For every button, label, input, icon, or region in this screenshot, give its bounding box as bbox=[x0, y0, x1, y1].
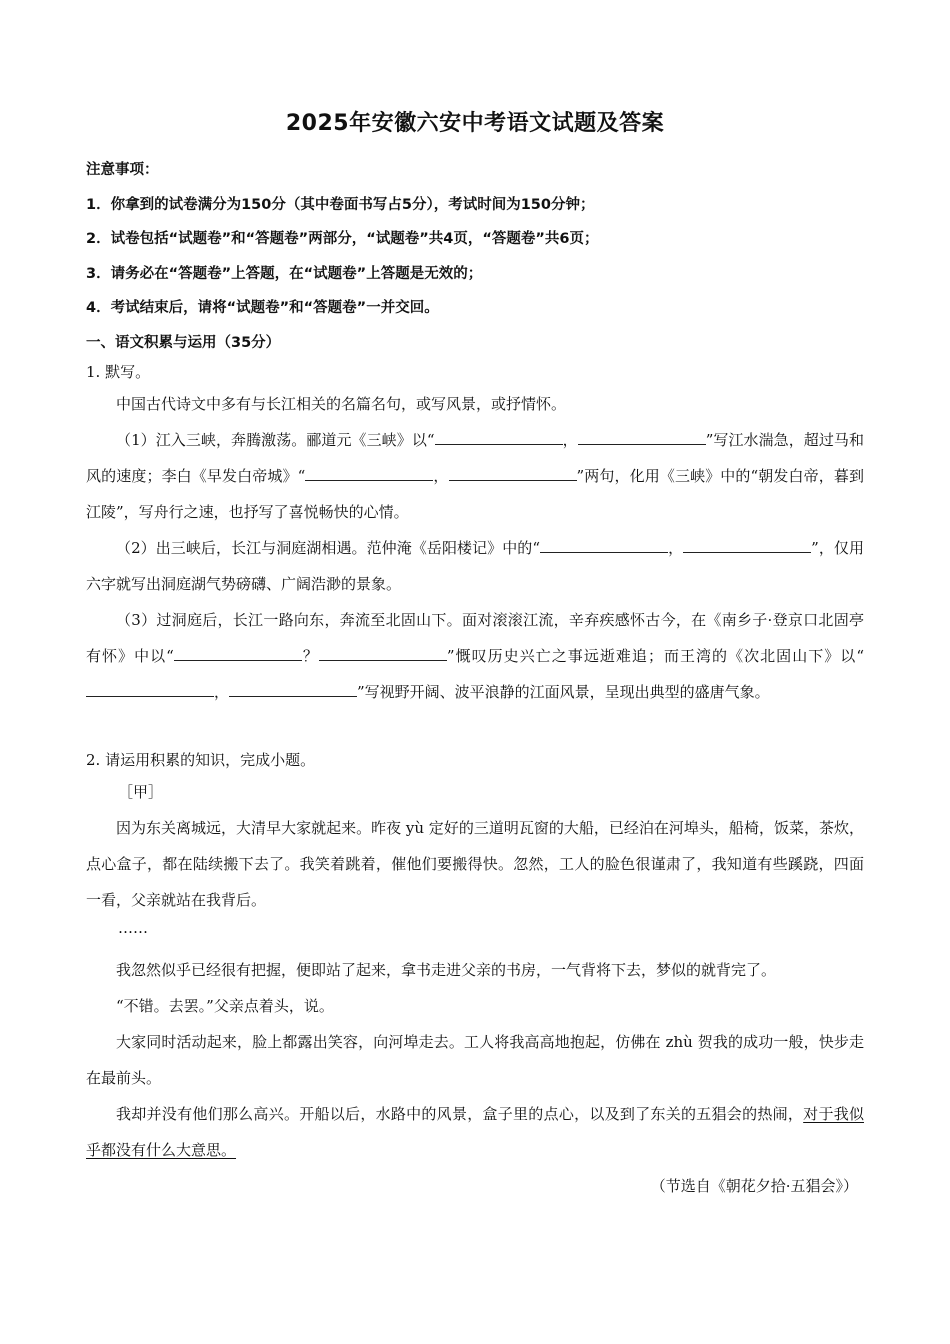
notice-item: 2．试卷包括“试题卷”和“答题卷”两部分，“试题卷”共4页，“答题卷”共6页； bbox=[86, 231, 599, 247]
notice-item: 3．请务必在“答题卷”上答题，在“试题卷”上答题是无效的； bbox=[86, 265, 483, 282]
answer-blank[interactable] bbox=[229, 682, 357, 697]
answer-blank[interactable] bbox=[540, 538, 668, 553]
answer-blank[interactable] bbox=[86, 682, 214, 697]
notice-heading: 注意事项： bbox=[86, 162, 159, 178]
question-1-part-1: （1）江入三峡，奔腾激荡。郦道元《三峡》以“ ， ”写江水湍急，超过马和风的速度；李白《早发白帝城》“ ， ”两句，化用《三峡》中的“朝发白帝，暮到江陵”，写舟行之速，也抒写了喜悦畅快的心情。 bbox=[86, 431, 864, 521]
notice-item: 4．考试结束后，请将“试题卷”和“答题卷”一并交回。 bbox=[86, 300, 439, 316]
question-intro: 中国古代诗文中多有与长江相关的名篇名句，或写风景，或抒情怀。 bbox=[116, 395, 567, 413]
question-label: 1. 默写。 bbox=[86, 363, 151, 381]
passage-paragraph: 我忽然似乎已经很有把握，便即站了起来，拿书走进父亲的书房，一气背将下去，梦似的就背完了。 bbox=[116, 961, 777, 979]
answer-blank[interactable] bbox=[683, 538, 811, 553]
page-title: 2025年安徽六安中考语文试题及答案 bbox=[285, 111, 665, 136]
passage-source: （节选自《朝花夕拾·五猖会》） bbox=[650, 1177, 858, 1195]
question-1-part-2: （2）出三峡后，长江与洞庭湖相遇。范仲淹《岳阳楼记》中的“ ， ”，仅用六字就写出洞庭湖气势磅礴、广阔浩渺的景象。 bbox=[86, 539, 864, 593]
passage-paragraph: 我却并没有他们那么高兴。开船以后，水路中的风景，盒子里的点心，以及到了东关的五猖会的热闹，对于我似乎都没有什么大意思。 bbox=[86, 1105, 864, 1159]
answer-blank[interactable] bbox=[319, 646, 447, 661]
answer-blank[interactable] bbox=[174, 646, 302, 661]
notice-section bbox=[86, 160, 864, 367]
question-1 bbox=[86, 362, 864, 710]
question-2 bbox=[86, 750, 864, 1204]
answer-blank[interactable] bbox=[578, 430, 706, 445]
passage-paragraph: 大家同时活动起来，脸上都露出笑容，向河埠走去。工人将我高高地抱起，仿佛在 zhù 贺我的成功一般，快步走在最前头。 bbox=[86, 1033, 864, 1087]
answer-blank[interactable] bbox=[435, 430, 563, 445]
answer-blank[interactable] bbox=[449, 466, 577, 481]
passage-paragraph: “不错。去罢。”父亲点着头，说。 bbox=[116, 997, 334, 1015]
passage-paragraph: 因为东关离城远，大清早大家就起来。昨夜 yù 定好的三道明瓦窗的大船，已经泊在河埠头，船椅，饭菜，茶炊，点心盒子，都在陆续搬下去了。我笑着跳着，催他们要搬得快。忽然，工人的脸色很谨肃了，我知道有些蹊跷，四面一看，父亲就站在我背后。 bbox=[86, 819, 864, 909]
passage-marker: ［甲］ bbox=[118, 783, 164, 801]
question-1-part-3: （3）过洞庭后，长江一路向东，奔流至北固山下。面对滚滚江流，辛弃疾感怀古今，在《南乡子·登京口北固亭有怀》中以“ ？ ”慨叹历史兴亡之事远逝难追；而王湾的《次北固山下》以“， ”写视野开阔、波平浪静的江面风景，呈现出典型的盛唐气象。 bbox=[86, 611, 864, 701]
section-heading: 一、语文积累与运用（35分） bbox=[86, 334, 281, 351]
notice-item: 1．你拿到的试卷满分为150分（其中卷面书写占5分），考试时间为150分钟； bbox=[86, 196, 595, 213]
underlined-sentence: 对于我似乎都没有什么大意思。 bbox=[86, 1105, 864, 1159]
answer-blank[interactable] bbox=[305, 466, 433, 481]
passage-ellipsis: …… bbox=[118, 919, 148, 937]
question-label: 2. 请运用积累的知识，完成小题。 bbox=[86, 751, 316, 769]
